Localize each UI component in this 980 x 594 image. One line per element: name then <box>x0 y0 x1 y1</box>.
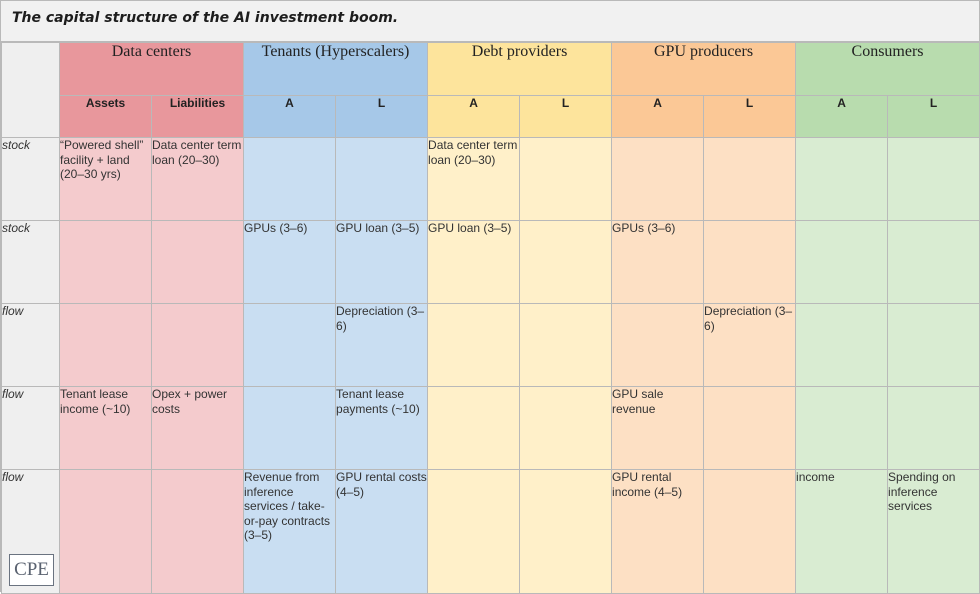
table-cell: Spending on inference services <box>888 470 980 594</box>
subheader-consumers-l: L <box>888 96 980 138</box>
table-cell <box>60 221 152 304</box>
table-cell <box>520 387 612 470</box>
table-cell <box>704 138 796 221</box>
table-cell: Depreciation (3–6) <box>704 304 796 387</box>
table-cell: GPUs (3–6) <box>244 221 336 304</box>
table-cell: income <box>796 470 888 594</box>
group-header-consumers: Consumers <box>796 43 980 96</box>
table-row <box>2 470 980 594</box>
row-label: flow <box>2 304 60 387</box>
table-cell <box>60 470 152 594</box>
table-cell: GPU loan (3–5) <box>336 221 428 304</box>
table-cell <box>152 470 244 594</box>
subheader-data-centers-assets: Assets <box>60 96 152 138</box>
table-cell <box>612 304 704 387</box>
row-label: flow <box>2 470 60 594</box>
subheader-tenants-l: L <box>336 96 428 138</box>
table-cell <box>704 470 796 594</box>
table-cell: Revenue from inference services / take-or-pay contracts (3–5) <box>244 470 336 594</box>
table-cell: Tenant lease payments (~10) <box>336 387 428 470</box>
subheader-gpu-a: A <box>612 96 704 138</box>
table-cell <box>796 221 888 304</box>
table-cell <box>612 138 704 221</box>
table-cell <box>520 304 612 387</box>
group-header-data-centers: Data centers <box>60 43 244 96</box>
table-cell: Data center term loan (20–30) <box>428 138 520 221</box>
figure-title: The capital structure of the AI investment boom. <box>1 1 979 42</box>
table-cell <box>244 304 336 387</box>
table-cell <box>520 221 612 304</box>
table-cell: GPU loan (3–5) <box>428 221 520 304</box>
table-cell <box>520 470 612 594</box>
table-cell: GPUs (3–6) <box>612 221 704 304</box>
table-cell <box>428 470 520 594</box>
cpe-logo: CPE <box>9 554 54 586</box>
table-cell: GPU sale revenue <box>612 387 704 470</box>
table-cell: GPU rental costs (4–5) <box>336 470 428 594</box>
table-row <box>2 221 980 304</box>
row-label: flow <box>2 387 60 470</box>
table-cell <box>888 304 980 387</box>
row-label: stock <box>2 138 60 221</box>
subheader-gpu-l: L <box>704 96 796 138</box>
capital-structure-table <box>1 42 980 594</box>
group-header-gpu-producers: GPU producers <box>612 43 796 96</box>
table-cell <box>244 138 336 221</box>
corner-cell <box>2 43 60 138</box>
group-header-tenants: Tenants (Hyperscalers) <box>244 43 428 96</box>
table-row <box>2 138 980 221</box>
table-cell: GPU rental income (4–5) <box>612 470 704 594</box>
table-cell: “Powered shell” facility + land (20–30 yrs) <box>60 138 152 221</box>
table-cell: Data center term loan (20–30) <box>152 138 244 221</box>
table-cell <box>796 304 888 387</box>
subheader-debt-a: A <box>428 96 520 138</box>
table-cell <box>888 221 980 304</box>
table-cell <box>520 138 612 221</box>
table-cell: Depreciation (3–6) <box>336 304 428 387</box>
subheader-data-centers-liabilities: Liabilities <box>152 96 244 138</box>
table-cell <box>428 304 520 387</box>
subheader-debt-l: L <box>520 96 612 138</box>
table-cell <box>152 221 244 304</box>
group-header-debt-providers: Debt providers <box>428 43 612 96</box>
table-cell <box>428 387 520 470</box>
table-row <box>2 387 980 470</box>
table-row <box>2 304 980 387</box>
table-cell <box>336 138 428 221</box>
subheader-consumers-a: A <box>796 96 888 138</box>
table-cell <box>152 304 244 387</box>
table-cell: Tenant lease income (~10) <box>60 387 152 470</box>
table-cell <box>888 387 980 470</box>
table-cell <box>704 221 796 304</box>
table-cell <box>244 387 336 470</box>
table-cell: Opex + power costs <box>152 387 244 470</box>
table-cell <box>796 138 888 221</box>
table-cell <box>888 138 980 221</box>
table-cell <box>796 387 888 470</box>
row-label: stock <box>2 221 60 304</box>
subheader-tenants-a: A <box>244 96 336 138</box>
table-cell <box>60 304 152 387</box>
table-cell <box>704 387 796 470</box>
